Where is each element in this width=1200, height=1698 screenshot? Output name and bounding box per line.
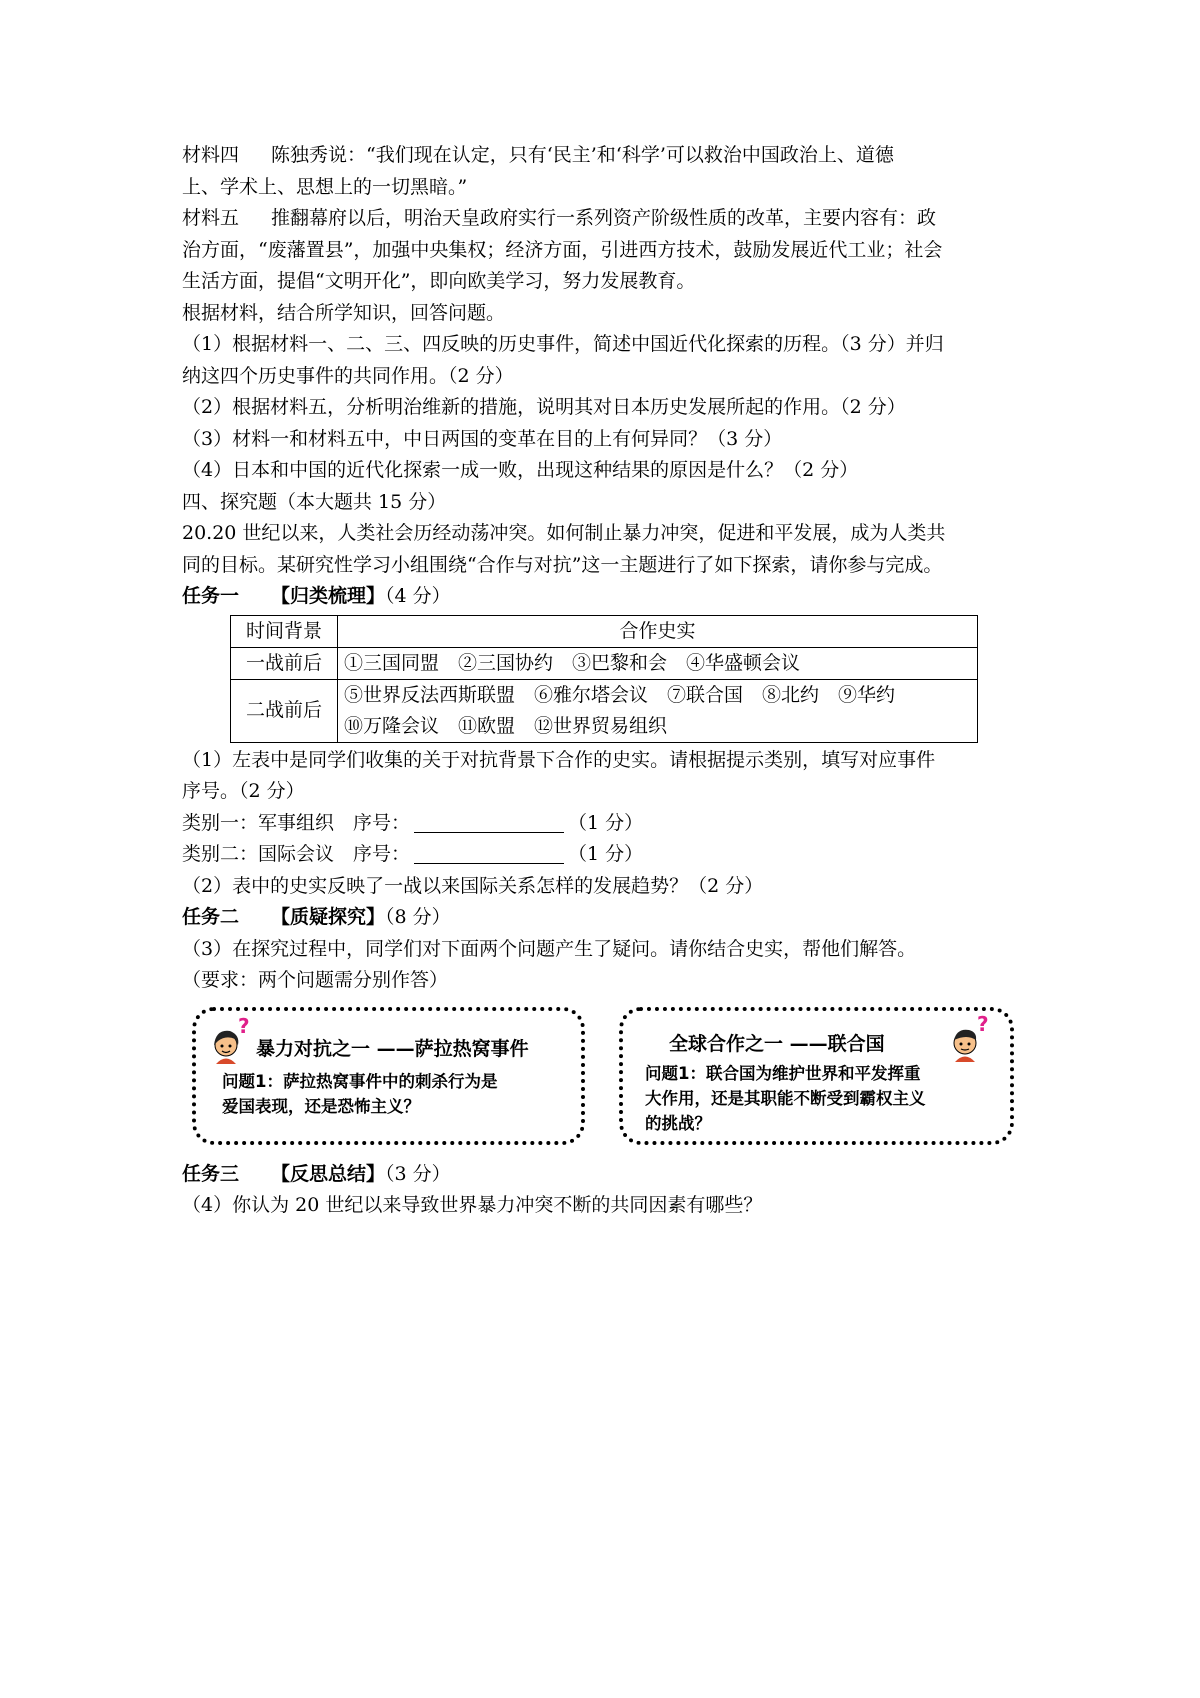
- task-3-question-4: （4）你认为 20 世纪以来导致世界暴力冲突不断的共同因素有哪些？: [182, 1194, 763, 1216]
- svg-text:?: ?: [238, 1014, 250, 1038]
- question-19-1-line-2: 纳这四个历史事件的共同作用。（2 分）: [182, 364, 514, 387]
- question-20-line-2: 同的目标。某研究性学习小组围绕“合作与对抗”这一主题进行了如下探索，请你参与完成。: [182, 553, 943, 576]
- material-4-line-2: 上、学术上、思想上的一切黑暗。”: [182, 175, 468, 198]
- table-row: [231, 679, 978, 742]
- task-2-question-3-line-2: （要求：两个问题需分别作答）: [182, 969, 449, 991]
- question-19-2: （2）根据材料五，分析明治维新的措施，说明其对日本历史发展所起的作用。（2 分）: [182, 396, 906, 418]
- question-19-3: （3）材料一和材料五中，中日两国的变革在目的上有何异同？（3 分）: [182, 427, 783, 450]
- answer-blank-1[interactable]: [414, 812, 564, 833]
- svg-text:?: ?: [977, 1012, 989, 1036]
- task-3-heading: 任务三 【反思总结】（3 分）: [182, 1162, 451, 1185]
- table-header-row: [231, 615, 978, 647]
- bubble-1-question: 问题1：萨拉热窝事件中的刺杀行为是 爱国表现，还是恐怖主义？: [222, 1071, 498, 1116]
- table-cell: 一战前后: [231, 647, 338, 679]
- bubble-united-nations: [619, 1007, 1014, 1145]
- category-2-row: 类别二：国际会议 序号： （1 分）: [182, 843, 644, 865]
- task-2-question-3-line-1: （3）在探究过程中，同学们对下面两个问题产生了疑问。请你结合史实，帮他们解答。: [182, 937, 917, 960]
- table-cell: ①三国同盟 ②三国协约 ③巴黎和会 ④华盛顿会议: [338, 647, 978, 679]
- answer-blank-2[interactable]: [414, 843, 564, 864]
- table-row: [231, 647, 978, 679]
- question-20-line-1: 20.20 世纪以来，人类社会历经动荡冲突。如何制止暴力冲突，促进和平发展，成为人类共: [182, 522, 946, 544]
- category-1-row: 类别一：军事组织 序号： （1 分）: [182, 811, 644, 834]
- material-5-line-3: 生活方面，提倡“文明开化”，即向欧美学习，努力发展教育。: [182, 270, 696, 292]
- material-4-label: 材料四: [182, 144, 240, 166]
- question-19-4: （4）日本和中国的近代化探索一成一败，出现这种结果的原因是什么？（2 分）: [182, 459, 859, 481]
- bubble-1-title: 暴力对抗之一 ——萨拉热窝事件: [256, 1037, 529, 1060]
- task-1-question-1-line-2: 序号。（2 分）: [182, 780, 305, 802]
- boy-thinking-icon: [947, 1013, 995, 1063]
- bubble-2-title: 全球合作之一 ——联合国: [669, 1032, 885, 1055]
- table-header-cell: 时间背景: [231, 615, 338, 647]
- task-2-heading: 任务二 【质疑探究】（8 分）: [182, 906, 451, 928]
- material-5-line-1: 材料五 推翻幕府以后，明治天皇政府实行一系列资产阶级性质的改革，主要内容有：政: [182, 207, 937, 229]
- material-5-label: 材料五: [182, 207, 240, 229]
- table-header-cell: 合作史实: [338, 615, 978, 647]
- girl-thinking-icon: [208, 1015, 256, 1065]
- question-19-1-line-1: （1）根据材料一、二、三、四反映的历史事件，简述中国近代化探索的历程。（3 分）并归: [182, 333, 944, 355]
- cooperation-facts-table: [230, 615, 978, 743]
- task-1-question-2: （2）表中的史实反映了一战以来国际关系怎样的发展趋势？（2 分）: [182, 874, 764, 897]
- section-4-heading: 四、探究题（本大题共 15 分）: [182, 490, 447, 513]
- exam-page: [182, 140, 1032, 1222]
- task-1-heading: 任务一 【归类梳理】（4 分）: [182, 585, 451, 607]
- table-cell: 二战前后: [231, 679, 338, 742]
- task-1-question-1-line-1: （1）左表中是同学们收集的关于对抗背景下合作的史实。请根据提示类别，填写对应事件: [182, 748, 936, 771]
- material-4-line-1: 材料四 陈独秀说：“我们现在认定，只有‘民主’和‘科学’可以救治中国政治上、道德: [182, 144, 894, 166]
- question-bubbles: [182, 1007, 1032, 1159]
- bubble-2-question: 问题1：联合国为维护世界和平发挥重 大作用，还是其职能不断受到霸权主义 的挑战？: [645, 1063, 926, 1133]
- material-5-line-2: 治方面，“废藩置县”，加强中央集权；经济方面，引进西方技术，鼓励发展近代工业；社会: [182, 238, 943, 261]
- bubble-sarajevo: [192, 1007, 585, 1145]
- instruction: 根据材料，结合所学知识，回答问题。: [182, 301, 506, 324]
- table-cell: ⑤世界反法西斯联盟 ⑥雅尔塔会议 ⑦联合国 ⑧北约 ⑨华约 ⑩万隆会议 ⑪欧盟 ⑫世界贸易组织: [338, 679, 978, 742]
